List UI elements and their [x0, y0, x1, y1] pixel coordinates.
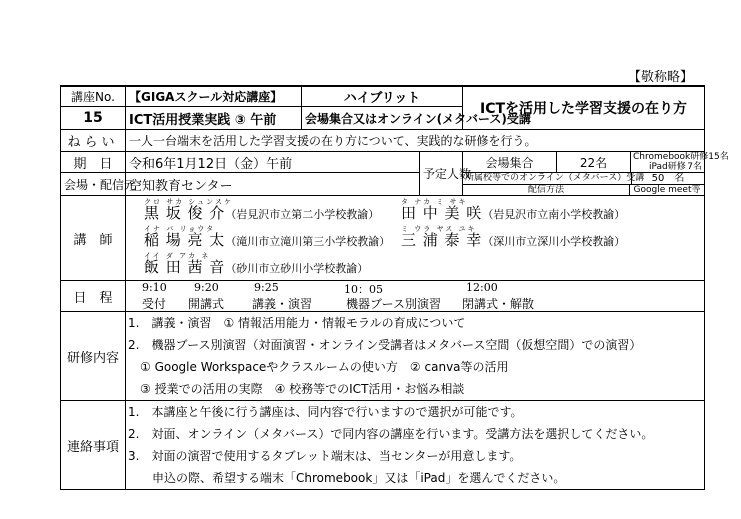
- device-breakdown: [631, 152, 729, 173]
- course-theme: ICTを活用した学習支援の在り方: [463, 86, 705, 130]
- note-line-4: 申込の際、希望する端末「Chromebook」又は「iPad」を選んでください。: [128, 471, 566, 485]
- date-value: 令和6年1月12日（金）午前: [126, 152, 420, 173]
- lecturer-5-ruby: イイ ダ アカ ネ: [144, 252, 211, 260]
- note-line-2: 2. 対面、オンライン（メタバース）で同内容の講座を行います。受講方法を選択してください。: [128, 427, 654, 441]
- course-info-table: [60, 85, 729, 490]
- content-body: [126, 312, 705, 401]
- lecturer-5-name: 飯 田 茜 音: [144, 258, 226, 276]
- lecturer-4-affiliation: （深川市立深川小学校教諭）: [482, 235, 626, 248]
- lecturer-5: [144, 252, 368, 276]
- delivery-value: Google meet等: [633, 185, 701, 195]
- honorific-note: 【敬称略】: [628, 70, 694, 85]
- course-title: ICT活用授業実践 ③ 午前: [126, 107, 302, 130]
- course-format-note: 会場集合又はオンライン(メタバース)受講: [302, 107, 463, 130]
- schedule-item-2: 開講式: [188, 297, 225, 311]
- lecturer-4-name: 三 浦 泰 幸: [401, 231, 483, 249]
- content-line-1: 1. 講義・演習 ① 情報活用能力・情報モラルの育成について: [128, 316, 466, 330]
- lecturer-2-affiliation: （岩見沢市立南小学校教諭）: [482, 208, 626, 221]
- course-category: 【GIGAスクール対応講座】: [126, 86, 302, 107]
- course-no-label: 講座No.: [61, 86, 126, 107]
- schedule-item-4: 機器ブース別演習: [346, 297, 442, 311]
- schedule-time-2: 9:20: [194, 281, 219, 294]
- lecturer-1-ruby: クロ サカ シュンスケ: [144, 198, 233, 206]
- aim-text: 一人一台端末を活用した学習支援の在り方について、実践的な研修を行う。: [126, 130, 705, 152]
- aim-label: ねらい: [61, 130, 126, 152]
- date-label: 期 日: [61, 152, 126, 173]
- delivery-label: 配信方法: [463, 185, 630, 195]
- note-line-3: 3. 対面の演習で使用するタブレット端末は、当センターが用意します。: [128, 449, 522, 463]
- schedule-item-3: 講義・演習: [252, 297, 313, 311]
- schedule-label: 日 程: [61, 281, 126, 312]
- lecturer-1-affiliation: （岩見沢市立第二小学校教諭）: [225, 208, 380, 221]
- schedule-item-1: 受付: [142, 297, 167, 311]
- lecturer-3-affiliation: （滝川市立滝川第三小学校教諭）: [225, 235, 391, 248]
- lecturer-3: [144, 225, 390, 249]
- online-capacity: [463, 173, 705, 196]
- venue-label: 会場・配信元: [61, 173, 126, 196]
- course-no: 15: [61, 107, 126, 130]
- chromebook-label: Chromebook研修: [633, 152, 709, 162]
- ipad-label: iPad研修: [649, 162, 686, 172]
- lecturer-4: [401, 225, 625, 249]
- online-label: 所属校等でのオンライン（メタバース）受講: [465, 173, 645, 183]
- chromebook-value: 15名: [708, 152, 729, 162]
- onsite-label: 会場集合: [463, 152, 557, 173]
- schedule-item-5: 閉講式・解散: [462, 297, 535, 311]
- lecturer-1-name: 黒 坂 俊 介: [144, 204, 226, 222]
- schedule-time-4: 10：05: [344, 283, 383, 296]
- lecturers-list: [126, 196, 705, 281]
- lecturer-2-ruby: タ ナカ ミ サキ: [401, 198, 468, 206]
- notes-label: 連絡事項: [61, 401, 126, 490]
- notes-body: [126, 401, 705, 490]
- schedule-time-5: 12:00: [466, 281, 498, 294]
- content-line-3: ① Google Workspaceやクラスルームの使い方 ② canva等の活用: [128, 360, 509, 374]
- capacity-label: 予定人数: [420, 152, 463, 196]
- schedule-time-3: 9:25: [254, 281, 279, 294]
- course-format: ハイブリット: [302, 86, 463, 107]
- schedule-timeline: [126, 281, 705, 312]
- lecturer-2-name: 田 中 美 咲: [401, 204, 483, 222]
- venue-value: 空知教育センター: [126, 173, 420, 196]
- ipad-value: 7名: [687, 162, 703, 172]
- lecturer-4-ruby: ミ ウラ ヤス ユキ: [401, 225, 477, 233]
- schedule-time-1: 9:10: [142, 281, 167, 294]
- lecturer-1: [144, 198, 379, 222]
- content-line-4: ③ 授業での活用の実際 ④ 校務等でのICT活用・お悩み相談: [128, 382, 465, 396]
- lecturer-3-name: 稲 場 亮 太: [144, 231, 226, 249]
- lecturer-5-affiliation: （砂川市立砂川小学校教諭）: [225, 262, 369, 275]
- lecturer-3-ruby: イナ バ リョウタ: [144, 225, 216, 233]
- content-label: 研修内容: [61, 312, 126, 401]
- online-value: 50 名: [651, 173, 685, 184]
- content-line-2: 2. 機器ブース別演習（対面演習・オンライン受講者はメタバース空間（仮想空間）での演習）: [128, 338, 642, 352]
- lecturers-label: 講 師: [61, 196, 126, 281]
- lecturer-2: [401, 198, 625, 222]
- onsite-value: 22名: [557, 152, 631, 173]
- note-line-1: 1. 本講座と午後に行う講座は、同内容で行いますので選択が可能です。: [128, 405, 523, 419]
